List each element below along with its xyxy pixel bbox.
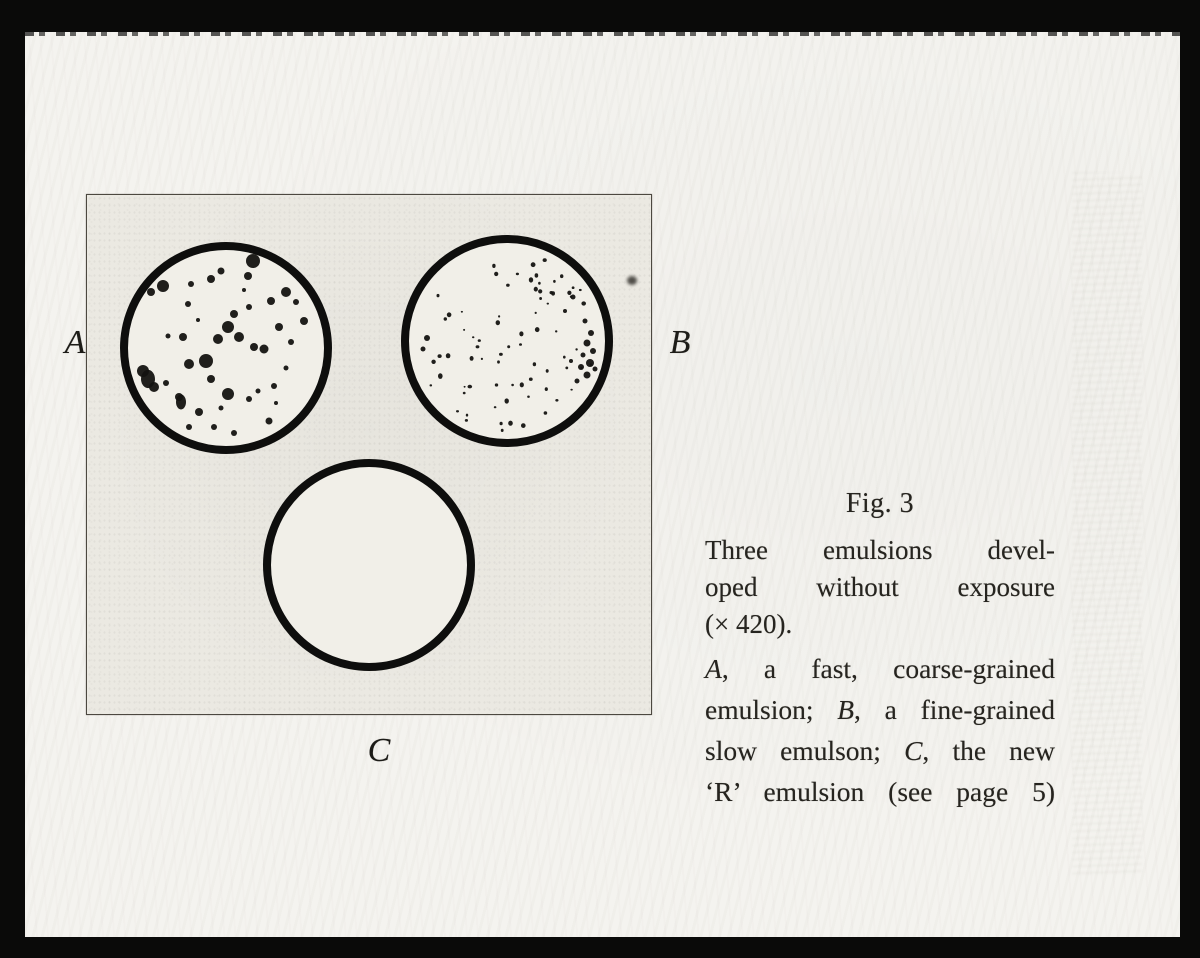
- grain-dot: [494, 406, 497, 408]
- grain-dot: [275, 323, 283, 331]
- grain-dot: [563, 309, 567, 313]
- grain-dot: [546, 369, 549, 373]
- grain-dot: [186, 424, 192, 430]
- grain-dot: [575, 379, 580, 384]
- grain-dot: [464, 386, 466, 388]
- grain-dot: [438, 373, 443, 379]
- grain-dot: [545, 387, 548, 391]
- grain-dot: [581, 353, 586, 358]
- grain-dot: [293, 299, 299, 305]
- grain-dot: [266, 418, 273, 425]
- grain-dot: [472, 336, 474, 338]
- grain-dot: [211, 424, 217, 430]
- grain-dot: [534, 287, 538, 292]
- grain-dot: [570, 296, 572, 298]
- grain-dot: [218, 268, 225, 275]
- grain-dot: [565, 367, 568, 370]
- grain-dot: [507, 345, 510, 348]
- grain-dot: [274, 401, 278, 405]
- grain-dot: [222, 321, 234, 333]
- grain-dot: [550, 291, 554, 294]
- grain-dot: [222, 388, 234, 400]
- caption-line: A, a fast, coarse-grained: [705, 653, 1055, 684]
- grain-dot: [570, 389, 572, 391]
- grain-dot: [527, 396, 530, 398]
- grain-dot: [498, 315, 500, 317]
- grain-dot: [575, 348, 577, 350]
- grain-dot: [431, 360, 435, 364]
- grain-dot: [506, 284, 510, 287]
- grain-dot: [497, 360, 500, 363]
- grain-dot: [461, 311, 463, 313]
- grain-dot: [149, 382, 159, 392]
- grain-dot: [250, 343, 258, 351]
- grain-dot: [231, 430, 237, 436]
- figure-panel: [86, 194, 652, 715]
- grain-dot: [519, 343, 522, 346]
- grain-dot: [538, 282, 541, 285]
- grain-dot: [578, 364, 584, 370]
- grain-dot: [584, 372, 591, 379]
- grain-dot: [521, 423, 526, 428]
- grain-dot: [590, 363, 593, 366]
- grain-dot: [476, 345, 480, 348]
- grain-dot: [555, 399, 558, 402]
- grain-dot: [246, 396, 252, 402]
- grain-dot: [465, 419, 468, 422]
- grain-dot: [207, 375, 215, 383]
- grain-dot: [505, 398, 509, 403]
- grain-dot: [284, 366, 289, 371]
- circle-ring: [405, 239, 609, 443]
- grain-dot: [588, 330, 594, 336]
- grain-dot: [195, 408, 203, 416]
- grain-dot: [535, 312, 537, 314]
- grain-dot: [494, 272, 498, 276]
- grain-dot: [538, 289, 542, 293]
- grain-dot: [492, 264, 495, 268]
- grain-dot: [470, 356, 474, 361]
- grain-dot: [529, 277, 533, 282]
- circle-ring: [124, 246, 328, 450]
- grain-dot: [446, 353, 451, 358]
- figure-number: Fig. 3: [845, 488, 915, 519]
- grain-dot: [163, 380, 169, 386]
- caption-line: ‘R’ emulsion (see page 5): [705, 776, 1055, 807]
- grain-dot: [567, 291, 571, 295]
- caption-paragraph-2: [705, 648, 1055, 812]
- grain-dot: [234, 332, 244, 342]
- grain-dot: [175, 393, 183, 401]
- grain-dot: [495, 383, 498, 386]
- grain-dot: [213, 334, 223, 344]
- grain-dot: [581, 301, 586, 305]
- grain-dot: [572, 286, 575, 289]
- grain-dot: [424, 335, 430, 341]
- grain-dot: [157, 280, 169, 292]
- grain-dot: [184, 359, 194, 369]
- grain-dot: [539, 297, 542, 300]
- grain-dot: [586, 359, 594, 367]
- grain-dot: [533, 362, 536, 366]
- grain-dot: [466, 414, 468, 417]
- grain-dot: [444, 317, 447, 320]
- grain-dot: [230, 310, 238, 318]
- grain-dot: [563, 356, 566, 359]
- grain-dot: [271, 383, 277, 389]
- grain-dot: [267, 297, 275, 305]
- grain-dot: [447, 312, 452, 317]
- caption-line: Three emulsions devel-: [705, 535, 1055, 565]
- grain-dot: [580, 367, 582, 369]
- grain-dot: [543, 258, 547, 262]
- grain-dot: [438, 354, 442, 358]
- grain-dot: [579, 289, 582, 291]
- grain-dot: [519, 331, 523, 336]
- grain-dot: [529, 378, 533, 381]
- grain-dot: [499, 353, 503, 356]
- grain-dot: [188, 281, 194, 287]
- grain-dot: [244, 272, 252, 280]
- grain-dot: [531, 262, 536, 267]
- caption-line: oped without exposure: [705, 572, 1055, 602]
- grain-dot: [288, 339, 294, 345]
- grain-dot: [501, 429, 504, 432]
- grain-dot: [583, 319, 588, 324]
- grain-dot: [207, 275, 215, 283]
- grain-dot: [463, 329, 465, 331]
- grain-dot: [421, 347, 426, 352]
- grain-dot: [500, 422, 503, 426]
- micrograph-circle-b: [392, 226, 622, 456]
- grain-dot: [246, 304, 252, 310]
- circle-ring: [267, 463, 471, 667]
- grain-dot: [147, 288, 155, 296]
- grain-dot: [508, 421, 513, 426]
- grain-dot: [555, 330, 557, 332]
- micrograph-circle-c: [254, 450, 484, 680]
- grain-dot: [260, 345, 269, 354]
- grain-dot: [547, 303, 549, 305]
- caption-paragraph-1: [705, 532, 1055, 643]
- scan-artifact-dot: [627, 276, 637, 285]
- grain-dot: [478, 339, 481, 342]
- grain-dot: [496, 320, 500, 325]
- grain-dot: [185, 301, 191, 307]
- grain-dot: [535, 327, 540, 332]
- grain-dot: [256, 389, 261, 394]
- grain-dot: [196, 318, 200, 322]
- grain-dot: [199, 354, 213, 368]
- micrograph-circle-a: [111, 233, 341, 463]
- grain-dot: [516, 273, 519, 276]
- circle-label-b: B: [669, 324, 691, 361]
- grain-dot: [219, 406, 224, 411]
- grain-dot: [569, 359, 573, 363]
- grain-dot: [511, 384, 514, 386]
- grain-dot: [590, 348, 596, 354]
- grain-dot: [437, 294, 440, 297]
- grain-dot: [560, 274, 563, 278]
- grain-dot: [520, 382, 524, 387]
- grain-dot: [456, 410, 459, 412]
- grain-dot: [242, 288, 246, 292]
- grain-dot: [281, 287, 291, 297]
- grain-dot: [468, 385, 473, 389]
- grain-dot: [463, 392, 466, 395]
- grain-dot: [246, 254, 260, 268]
- grain-dot: [430, 384, 433, 386]
- grain-dot: [300, 317, 308, 325]
- grain-dot: [481, 358, 483, 360]
- grain-dot: [179, 333, 187, 341]
- caption-line: (× 420).: [705, 609, 793, 639]
- figure-caption: [705, 484, 1055, 812]
- circle-label-a: A: [64, 324, 86, 361]
- grain-dot: [593, 367, 598, 372]
- grain-dot: [166, 334, 171, 339]
- grain-dot: [535, 273, 539, 277]
- scanned-page: [25, 32, 1180, 937]
- caption-line: slow emulson; C, the new: [705, 735, 1055, 766]
- caption-line: emulsion; B, a fine-grained: [705, 694, 1055, 725]
- circle-label-c: C: [367, 732, 391, 769]
- grain-dot: [544, 411, 548, 415]
- grain-dot: [553, 280, 556, 283]
- grain-dot: [584, 340, 591, 347]
